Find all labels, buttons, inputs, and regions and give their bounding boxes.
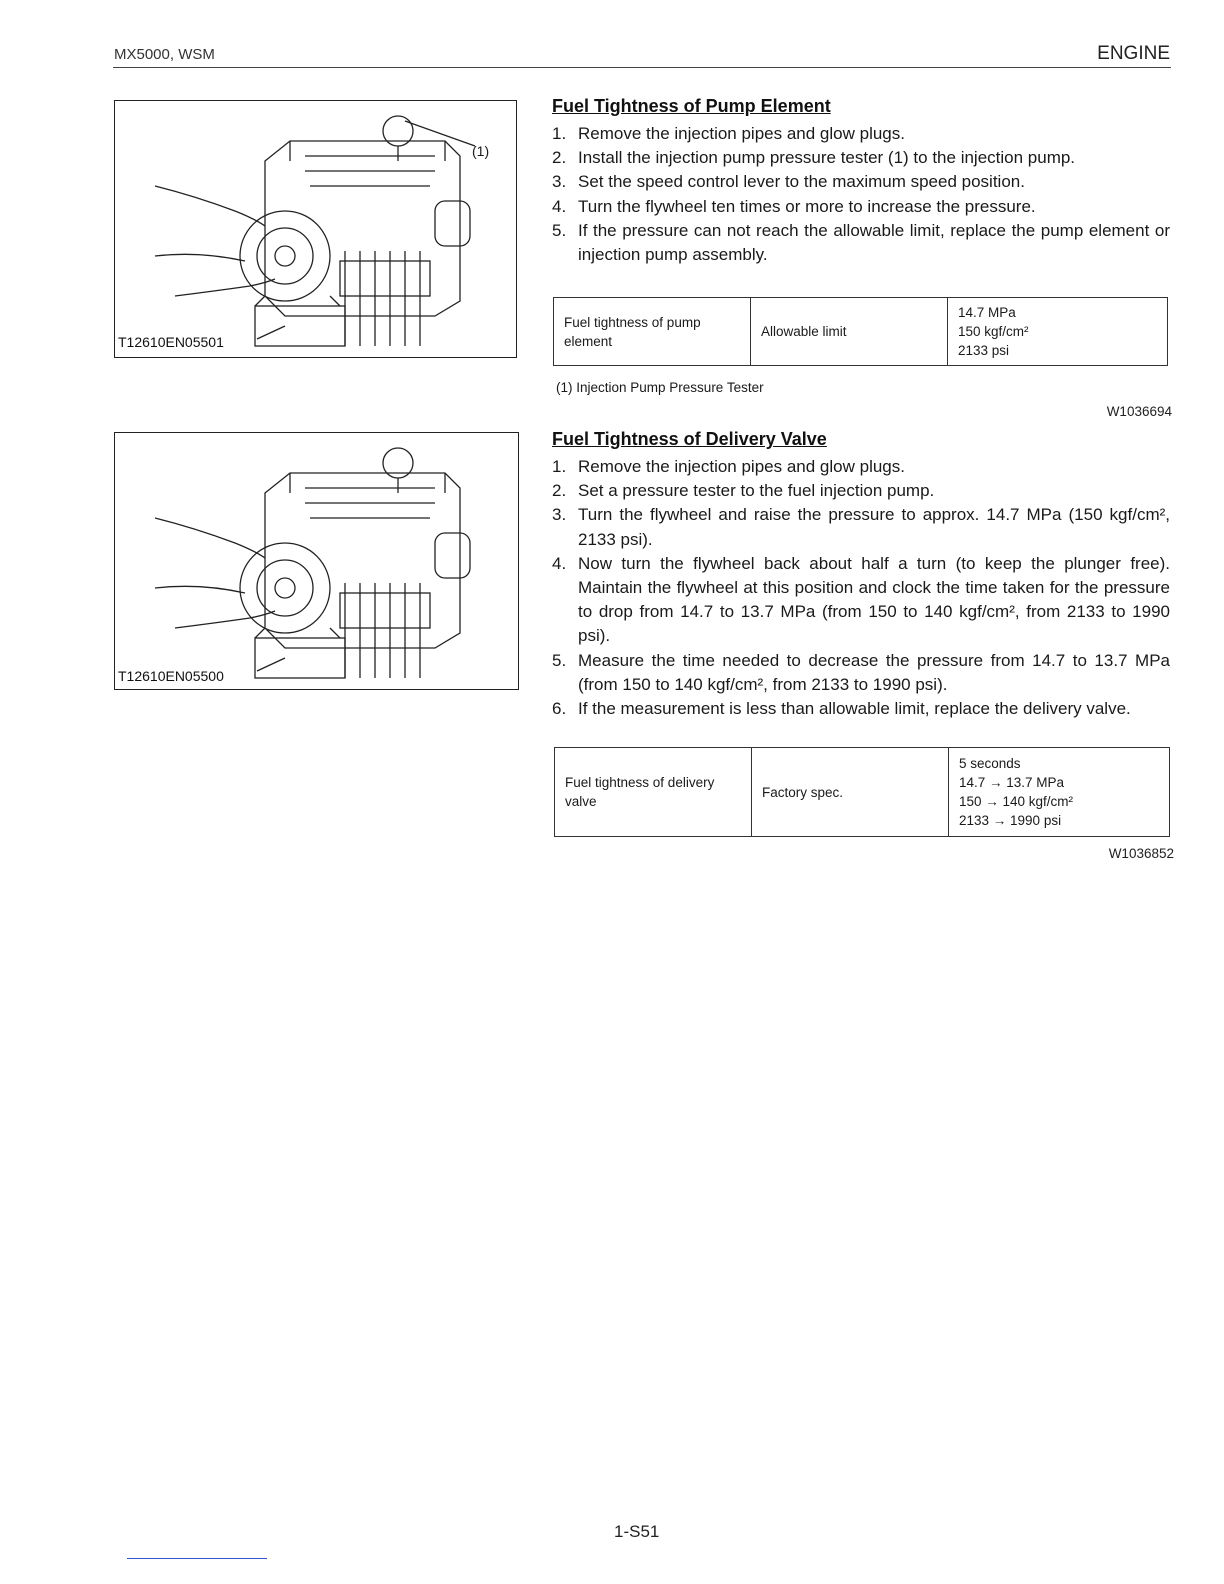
list-item: 5. If the pressure can not reach the allowable limit, replace the pump element or injection pump assembly. [552, 220, 1170, 265]
spec-item: Fuel tightness of delivery valve [555, 748, 752, 837]
list-item: 3. Turn the flywheel and raise the pressure to approx. 14.7 MPa (150 kgf/cm², 2133 psi). [552, 505, 1170, 549]
figure-delivery-valve-tester [114, 432, 519, 690]
section-code: W1036694 [1106, 404, 1172, 419]
figure-label: T12610EN05501 [118, 334, 224, 350]
engine-illustration [115, 433, 518, 689]
list-item: 2. Install the injection pump pressure tester (1) to the injection pump. [552, 148, 1076, 168]
engine-illustration [115, 101, 516, 357]
spec-values: 14.7 MPa 150 kgf/cm² 2133 psi [948, 298, 1168, 366]
list-item: 4. Now turn the flywheel back about half a turn (to keep the plunger free). Maintain the flywheel at this position and clock the time taken for the pressure to drop from 14.7 to 13.7 MPa (from 150 to 140 kgf/cm², from 2133 to 1990 psi). [552, 553, 1170, 646]
section-title-pump-element: Fuel Tightness of Pump Element [552, 96, 831, 116]
footer-line [127, 1558, 267, 1559]
header-rule [113, 67, 1171, 68]
spec-item: Fuel tightness of pump element [554, 298, 751, 366]
list-item: 3. Set the speed control lever to the maximum speed position. [552, 172, 1025, 192]
page-number: 1-S51 [614, 1522, 660, 1541]
figure-label: T12610EN05500 [118, 668, 224, 684]
spec-table-pump-element [553, 297, 1168, 366]
figure-caption: (1) Injection Pump Pressure Tester [556, 380, 764, 395]
list-item: 4. Turn the flywheel ten times or more to increase the pressure. [552, 196, 1036, 216]
figure-pump-element-tester [114, 100, 517, 358]
list-item: 5. Measure the time needed to decrease the pressure from 14.7 to 13.7 MPa (from 150 to 140 kgf/cm², from 2133 to 1990 psi). [552, 650, 1170, 694]
spec-values: 5 seconds 14.7 → 13.7 MPa 150 → 140 kgf/cm² 2133 → 1990 psi [949, 748, 1170, 837]
list-item: 2. Set a pressure tester to the fuel injection pump. [552, 481, 935, 501]
list-item: 1. Remove the injection pipes and glow plugs. [552, 457, 905, 476]
callout-1: (1) [472, 143, 490, 159]
spec-type: Allowable limit [751, 298, 948, 366]
header-left: MX5000, WSM [114, 46, 215, 63]
steps-delivery-valve [552, 455, 1170, 721]
section-title-delivery-valve: Fuel Tightness of Delivery Valve [552, 429, 827, 449]
spec-table-delivery-valve [554, 747, 1170, 837]
spec-type: Factory spec. [752, 748, 949, 837]
header-right: ENGINE [1097, 43, 1170, 64]
section-code: W1036852 [1108, 846, 1174, 861]
list-item: 6. If the measurement is less than allowable limit, replace the delivery valve. [552, 699, 1131, 719]
list-item: 1. Remove the injection pipes and glow plugs. [552, 124, 905, 143]
steps-pump-element [552, 122, 1170, 267]
